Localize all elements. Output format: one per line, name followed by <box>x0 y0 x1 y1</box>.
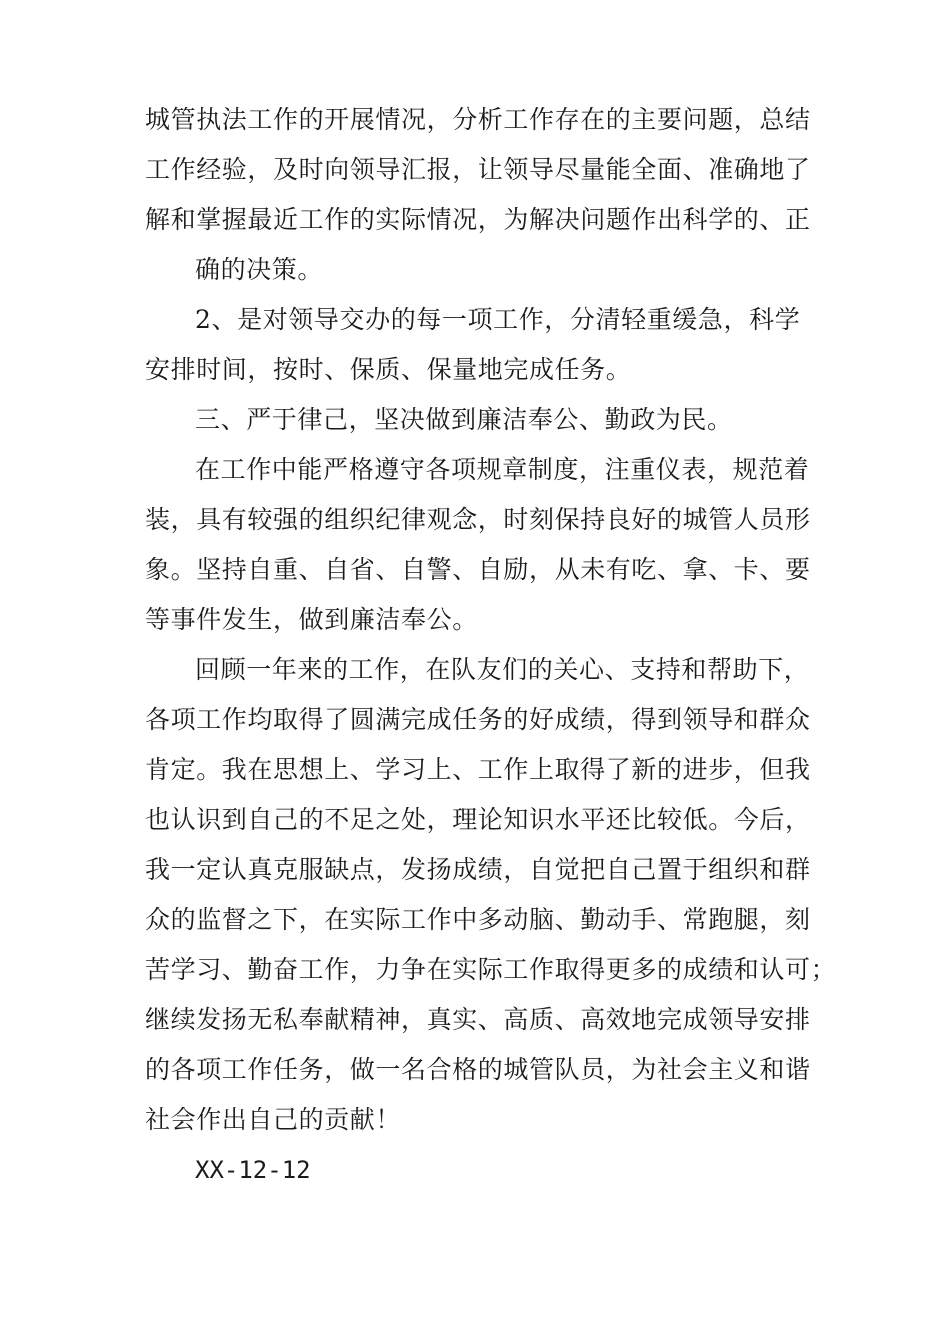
text-line: 2、是对领导交办的每一项工作，分清轻重缓急，科学 <box>195 305 801 334</box>
text-line: 众的监督之下，在实际工作中多动脑、勤动手、常跑腿，刻 <box>145 905 811 934</box>
text-line: 在工作中能严格遵守各项规章制度，注重仪表，规范着 <box>195 455 810 484</box>
text-line: 城管执法工作的开展情况，分析工作存在的主要问题，总结 <box>145 105 811 134</box>
text-line: 也认识到自己的不足之处，理论知识水平还比较低。今后， <box>145 805 811 834</box>
text-line: 解和掌握最近工作的实际情况，为解决问题作出科学的、正 <box>145 205 811 234</box>
text-line: 等事件发生，做到廉洁奉公。 <box>145 605 478 634</box>
text-line: 肯定。我在思想上、学习上、工作上取得了新的进步，但我 <box>145 755 811 784</box>
text-line: 苦学习、勤奋工作，力争在实际工作取得更多的成绩和认可； <box>145 955 837 984</box>
text-line: 象。坚持自重、自省、自警、自励，从未有吃、拿、卡、要 <box>145 555 811 584</box>
text-line: 工作经验，及时向领导汇报，让领导尽量能全面、准确地了 <box>145 155 811 184</box>
text-line: 社会作出自己的贡献！ <box>145 1105 402 1134</box>
text-line: 安排时间，按时、保质、保量地完成任务。 <box>145 355 632 384</box>
text-line: 确的决策。 <box>195 255 324 284</box>
text-line: 装，具有较强的组织纪律观念，时刻保持良好的城管人员形 <box>145 505 811 534</box>
document-date: XX-12-12 <box>195 1156 311 1184</box>
text-line: 回顾一年来的工作，在队友们的关心、支持和帮助下， <box>195 655 810 684</box>
text-line: 继续发扬无私奉献精神，真实、高质、高效地完成领导安排 <box>145 1005 811 1034</box>
text-line: 的各项工作任务，做一名合格的城管队员，为社会主义和谐 <box>145 1055 811 1084</box>
section-heading: 三、严于律己，坚决做到廉洁奉公、勤政为民。 <box>195 405 733 434</box>
text-line: 我一定认真克服缺点，发扬成绩，自觉把自己置于组织和群 <box>145 855 811 884</box>
text-line: 各项工作均取得了圆满完成任务的好成绩，得到领导和群众 <box>145 705 811 734</box>
